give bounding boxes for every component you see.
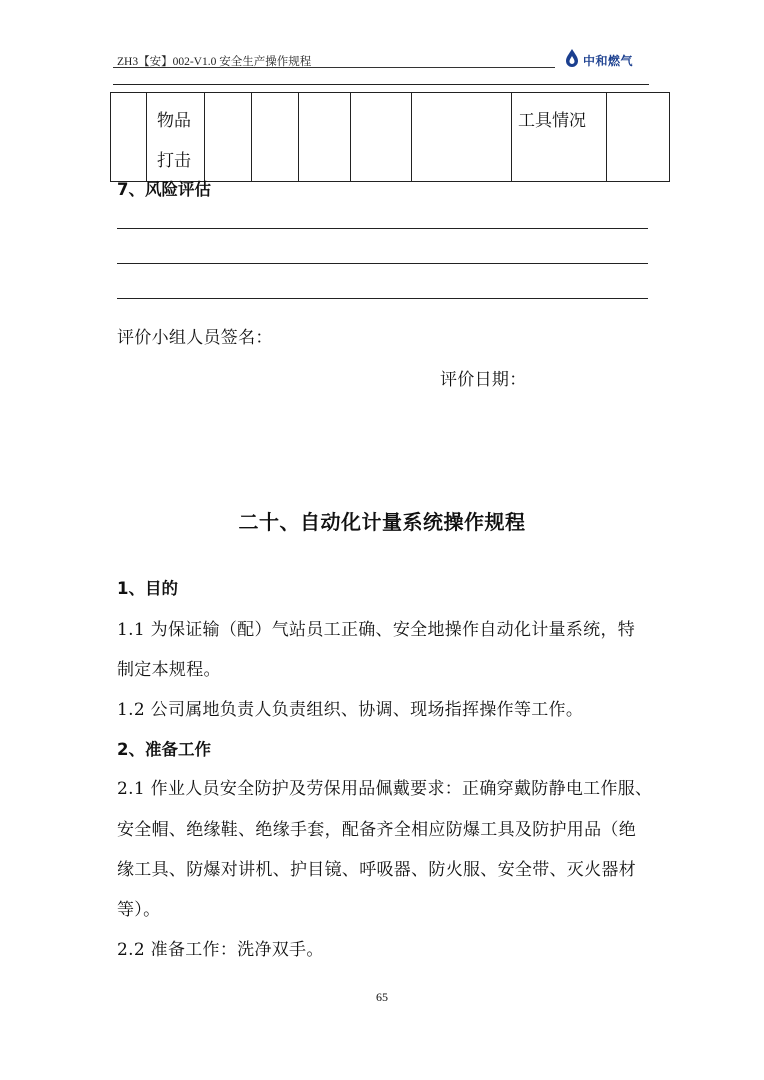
page-number: 65 bbox=[376, 990, 388, 1004]
chapter-title: 二十、自动化计量系统操作规程 bbox=[238, 510, 526, 534]
risk-assessment-heading: 7、风险评估 bbox=[117, 180, 211, 199]
table-row bbox=[111, 93, 670, 182]
logo-text: 中和燃气 bbox=[583, 53, 634, 68]
preparation-heading: 2、准备工作 bbox=[117, 740, 211, 759]
paragraph-1-2: 1.2 公司属地负责人负责组织、协调、现场指挥操作等工作。 bbox=[117, 700, 584, 720]
hazard-label-line1: 物品 bbox=[157, 111, 191, 131]
paragraph-2-1-line2: 安全帽、绝缘鞋、绝缘手套，配备齐全相应防爆工具及防护用品（绝 bbox=[117, 820, 636, 840]
paragraph-2-1-line4: 等）。 bbox=[117, 900, 161, 920]
table-cell bbox=[299, 93, 351, 182]
document-code: ZH3【安】002-V1.0 安全生产操作规程 bbox=[117, 56, 312, 68]
table-cell bbox=[252, 93, 299, 182]
paragraph-2-1-line1: 2.1 作业人员安全防护及劳保用品佩戴要求：正确穿戴防静电工作服、 bbox=[117, 779, 653, 799]
purpose-heading: 1、目的 bbox=[117, 579, 178, 598]
blank-line-2 bbox=[117, 263, 648, 264]
paragraph-2-1-line3: 缘工具、防爆对讲机、护目镜、呼吸器、防火服、安全带、灭火器材 bbox=[117, 860, 636, 880]
table-cell bbox=[205, 93, 252, 182]
blank-line-1 bbox=[117, 228, 648, 229]
table-cell bbox=[412, 93, 512, 182]
table-cell bbox=[351, 93, 412, 182]
header-rule bbox=[113, 84, 649, 85]
blank-line-3 bbox=[117, 298, 648, 299]
hazard-label-line2: 打击 bbox=[157, 151, 191, 171]
header-divider bbox=[113, 67, 555, 68]
tool-status-text: 工具情况 bbox=[518, 111, 586, 131]
paragraph-1-1-line1: 1.1 为保证输（配）气站员工正确、安全地操作自动化计量系统，特 bbox=[117, 620, 636, 640]
tool-status-cell bbox=[512, 93, 607, 182]
date-label: 评价日期： bbox=[440, 370, 527, 390]
risk-table bbox=[110, 92, 670, 182]
table-cell bbox=[607, 93, 670, 182]
hazard-label-cell bbox=[147, 93, 205, 182]
paragraph-1-1-line2: 制定本规程。 bbox=[117, 660, 221, 680]
paragraph-2-2: 2.2 准备工作：洗净双手。 bbox=[117, 940, 324, 960]
company-logo bbox=[564, 49, 633, 71]
signature-label: 评价小组人员签名： bbox=[117, 328, 273, 348]
table-cell bbox=[111, 93, 147, 182]
flame-drop-icon bbox=[564, 48, 580, 72]
